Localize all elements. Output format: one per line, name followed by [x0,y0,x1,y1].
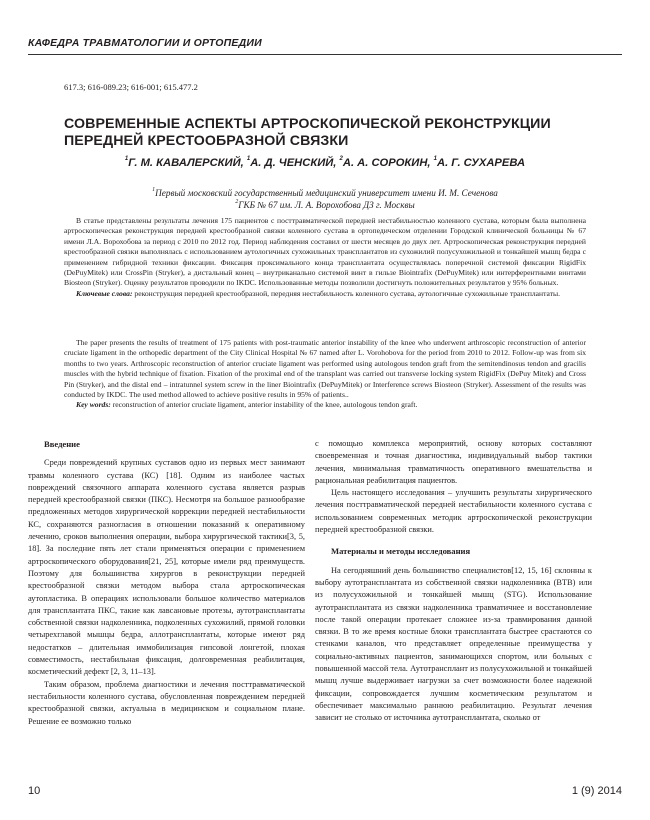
affiliation-2-text: ГКБ № 67 им. Л. А. Ворохобова ДЗ г. Москвы [238,200,415,210]
issue-label: 1 (9) 2014 [571,785,622,797]
keywords-en-label: Key words: [76,400,111,410]
intro-paragraph-2: Таким образом, проблема диагностики и лечения посттравматической нестабильности коленного сустава, обусловленная повреждением передней крестообразной связки, актуальна в медицинском и социальном плане. Решение ее возможно только [28,679,305,726]
abstract-en-text: The paper presents the results of treatment of 175 patients with post-traumatic anterior instability of the knee who underwent arthroscopic reconstruction of anterior cruciate ligament in the orthopedic department of the City Clinical Hospital № 67 named after L. Vorohobova for the period from 2010 to 2012. Follow-up was from six months to two years. Arthroscopic reconstruction of anterior cruciate ligament was performed using autologous tendon graft from the semitendinosus tendon and gracilis muscles with the hybrid technique of fixation. Fixation of the proximal end of the transplant was carried out transverse locking system RigidFix (DePuy Mitek) and Cross Pin (Stryker), and the distal end – intratunnel system screw in the liner Biointrafix (DePuyMitek) or Interference screws Biosteon (Stryker). Assessment of the results was conducted by IKDC. The used method allowed to achieve positive results in 95% of patients.. [64,338,586,400]
author-3-sup: 2 [339,156,343,162]
intro-paragraph-1: Среди повреждений крупных суставов одно из первых мест занимают травмы коленного сустава (КС) [18]. Одним из наиболее частых повреждений связочного аппарата коленного сустава является разрыв передней крестообразной связки (ПКС). Несмотря на большое разнообразие предложенных методов хирургической коррекции передней нестабильности КС, сохраняются разногласия в отношении показаний к оперативному лечению, сроков выполнения операции, выбора хирургической тактики[3, 5, 18]. За последние пять лет стали применяться операции с применением артроскопического оборудования[21, 25], которые имели ряд преимуществ. Поэтому для большинства хирургов в реконструкции передней крестообразной связки методом выбора стала артроскопическая аутопластика. В операциях использовали большое количество материалов для трансплантата ПКС, такие как лавсановые протезы, аутотрансплантаты собственной связки надколенника, подколенных сухожилий, прямой головки четырехглавой мышцы бедра, аллотрансплантаты, которые имеют ряд недостатков – длительная иммобилизация гипсовой лонгетой, плохая совместимость, нестабильная фиксация, долговременная реабилитация, косметический дефект [2, 3, 11–13]. [28,458,305,677]
article-title: СОВРЕМЕННЫЕ АСПЕКТЫ АРТРОСКОПИЧЕСКОЙ РЕКОНСТРУКЦИИ ПЕРЕДНЕЙ КРЕСТООБРАЗНОЙ СВЯЗКИ [64,116,551,149]
page-number: 10 [28,785,41,797]
affiliation-1-text: Первый московский государственный медицинский университет имени И. М. Сеченова [155,188,498,198]
author-2: А. Д. ЧЕНСКИЙ, [250,157,340,169]
author-4-sup: 1 [433,156,437,162]
left-column [28,438,305,728]
abstract-english [64,338,586,411]
keywords-ru [64,289,586,299]
running-header: КАФЕДРА ТРАВМАТОЛОГИИ И ОРТОПЕДИИ [28,37,262,49]
author-1-sup: 1 [124,156,129,162]
author-4: А. Г. СУХАРЕВА [436,157,526,169]
keywords-ru-label: Ключевые слова: [76,288,133,298]
intro-heading: Введение [44,439,80,449]
udc-code: 617.3; 616-089.23; 616-001; 615.477.2 [64,82,198,92]
right-column [315,438,592,725]
author-2-sup: 1 [246,156,251,162]
affiliation-2 [64,200,586,210]
keywords-en-text: reconstruction of anterior cruciate ligament, anterior instability of the knee, autologous tendon graft. [110,400,418,410]
header-rule [28,54,622,55]
author-3: А. А. СОРОКИН, [342,157,434,169]
keywords-en [64,400,586,410]
abstract-ru-text: В статье представлены результаты лечения 175 пациентов с посттравматической передней нестабильностью коленного сустава, которым была выполнена артроскопическая реконструкция передней крестообразной связки коленного сустава в ортопедическом отделении Городской клинической больницы № 67 имени Л.А. Ворохобова за период с 2010 по 2012 год. Период наблюдения составил от шести месяцев до двух лет. Артроскопическая реконструкция передней крестообразной связки выполнялась с использованием аутологичных сухожильных трансплантатов из сухожилий полусухожильной и тонкайшей мышц бедра с применением гибридной техники фиксации. Фиксация проксимального конца трансплантата осуществлялась поперечной системой фиксации RigidFix (DePuyMitek) или CrossPin (Stryker), а дистальный конец – внутриканально системой винт в гильзе Biointrafix (DePuyMitek) или интерферентными винтами Biosteon (Stryker). Оценку результатов проводили по IKDC. Использованные методы позволили достигнуть положительных результатов у 95% больных. [64,216,586,288]
affiliation-1-sup: 1 [152,187,156,193]
authors-line [64,157,586,169]
intro-paragraph-continued: с помощью комплекса мероприятий, основу которых составляют своевременная и точная диагностика, индивидуальный выбор тактики лечения, минимальная травматичность оперативного вмешательства и рациональная реабилитация пациентов. [315,439,592,485]
affiliation-2-sup: 2 [235,199,239,205]
aim-paragraph: Цель настоящего исследования – улучшить результаты хирургического лечения посттравматической передней нестабильности коленного сустава с использованием современных методик артроскопической реконструкции передней крестообразной связки. [315,488,592,535]
methods-heading: Материалы и методы исследования [331,546,471,557]
abstract-russian [64,216,586,299]
affiliation-1 [64,188,586,198]
keywords-ru-text: реконструкция передней крестообразной, передняя нестабильность коленного сустава, аутологичные сухожильные трансплантаты. [132,288,561,298]
methods-paragraph-1: На сегодняшний день большинство специалистов[12, 15, 16] склонны к выбору аутотрансплантата из собственной связки надколенника (ВТВ) или из полусухожильной и тонкайшей мышц (STG). Использование аутотрансплантата из связки надколенника травматичнее и восстановление после такой операции протекает сложнее из-за травмирования данной связки. В то же время костные блоки трансплантата быстрее срастаются со стенками каналов, что представляет определенные преимущества у социально-активных пациентов, занимающихся спортом, или больных с повышенной массой тела. Аутотрансплант из полусухожильной и тонкайшей мышц лучше выдерживает нагрузки за счет возможности более надежной фиксации, сопровождается лучшим косметическим результатом и обеспечивает максимально раннюю реабилитацию. Результат лечения зависит не столько от источника аутотрансплантата, сколько от [315,565,592,723]
author-1: Г. М. КАВАЛЕРСКИЙ, [128,157,247,169]
